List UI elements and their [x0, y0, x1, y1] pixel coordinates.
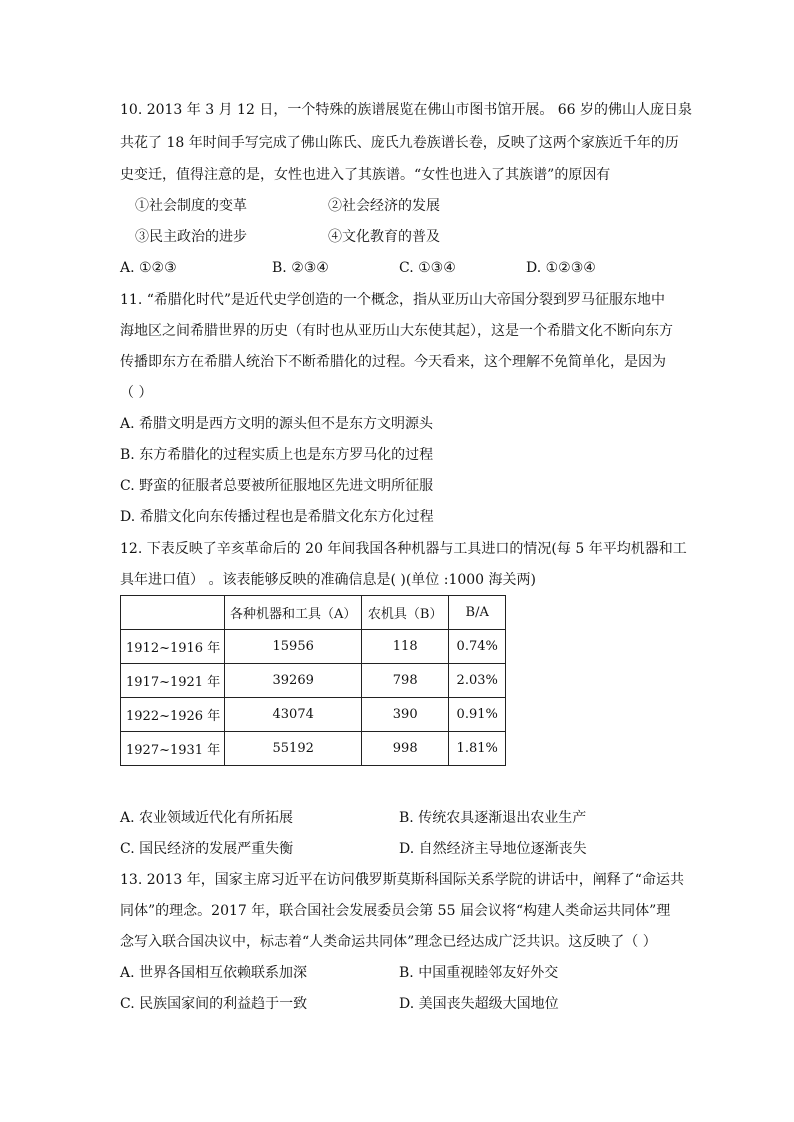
- q11-option-b: B. 东方希腊化的过程实质上也是东方罗马化的过程: [120, 447, 434, 463]
- table-cell: 798: [362, 664, 449, 698]
- q10-line-1: 10. 2013 年 3 月 12 日，一个特殊的族谱展览在佛山市图书馆开展。 66 岁的佛山人庞日泉: [120, 102, 693, 118]
- table-cell: 1912~1916 年: [121, 630, 225, 664]
- import-table: [120, 595, 506, 766]
- table-header-row: [121, 596, 506, 630]
- q10-option-c: C. ①③④: [399, 260, 456, 276]
- table-cell: 390: [362, 698, 449, 732]
- q10-item-2: ②社会经济的发展: [328, 198, 440, 214]
- table-cell: 0.91%: [449, 698, 506, 732]
- table-header-cell: [121, 596, 225, 630]
- q12-option-c: C. 国民经济的发展严重失衡: [120, 841, 294, 857]
- q13-option-b: B. 中国重视睦邻友好外交: [399, 965, 559, 981]
- q13-option-c: C. 民族国家间的利益趋于一致: [120, 996, 308, 1012]
- table-cell: 1922~1926 年: [121, 698, 225, 732]
- table-cell: 15956: [225, 630, 362, 664]
- q10-item-3: ③民主政治的进步: [135, 229, 247, 245]
- table-row: [121, 630, 506, 664]
- table-header-cell: 各种机器和工具（A）: [225, 596, 362, 630]
- q11-line-2: 海地区之间希腊世界的历史（有时也从亚历山大东使其起），这是一个希腊文化不断向东方: [120, 323, 673, 339]
- q11-option-d: D. 希腊文化向东传播过程也是希腊文化东方化过程: [120, 509, 434, 525]
- table-cell: 39269: [225, 664, 362, 698]
- table-cell: 1927~1931 年: [121, 732, 225, 766]
- q13-line-1: 13. 2013 年，国家主席习近平在访问俄罗斯莫斯科国际关系学院的讲话中，阐释了“命运共: [120, 872, 684, 888]
- q12-line-1: 12. 下表反映了辛亥革命后的 20 年间我国各种机器与工具进口的情况(每 5 年平均机器和工: [120, 541, 687, 557]
- table-cell: 2.03%: [449, 664, 506, 698]
- q13-option-d: D. 美国丧失超级大国地位: [399, 996, 559, 1012]
- table-cell: 1917~1921 年: [121, 664, 225, 698]
- q11-line-3: 传播即东方在希腊人统治下不断希腊化的过程。今天看来，这个理解不免简单化，是因为: [120, 354, 666, 370]
- q12-option-a: A. 农业领域近代化有所拓展: [120, 810, 294, 826]
- q13-line-2: 同体”的理念。2017 年，联合国社会发展委员会第 55 届会议将“构建人类命运共同体”理: [120, 903, 671, 919]
- q13-option-a: A. 世界各国相互依赖联系加深: [120, 965, 308, 981]
- table-cell: 55192: [225, 732, 362, 766]
- table-row: [121, 732, 506, 766]
- table-cell: 998: [362, 732, 449, 766]
- q13-line-3: 念写入联合国决议中，标志着“人类命运共同体”理念已经达成广泛共识。这反映了（ ）: [120, 934, 657, 950]
- table-cell: 0.74%: [449, 630, 506, 664]
- q10-option-a: A. ①②③: [120, 260, 177, 276]
- table-cell: 118: [362, 630, 449, 664]
- q11-answer-blank: （ ）: [120, 385, 153, 401]
- q12-option-d: D. 自然经济主导地位逐渐丧失: [399, 841, 587, 857]
- q10-item-1: ①社会制度的变革: [135, 198, 247, 214]
- table-header-cell: 农机具（B）: [362, 596, 449, 630]
- table-header-cell: B/A: [449, 596, 506, 630]
- q10-item-4: ④文化教育的普及: [328, 229, 440, 245]
- table-row: [121, 698, 506, 732]
- q12-option-b: B. 传统农具逐渐退出农业生产: [399, 810, 587, 826]
- q10-option-b: B. ②③④: [272, 260, 329, 276]
- table-cell: 43074: [225, 698, 362, 732]
- q10-line-2: 共花了 18 年时间手写完成了佛山陈氏、庞氏九卷族谱长卷，反映了这两个家族近千年的历: [120, 135, 679, 151]
- q12-line-2: 具年进口值） 。该表能够反映的准确信息是( )(单位 :1000 海关两): [120, 572, 536, 588]
- table-row: [121, 664, 506, 698]
- q10-option-d: D. ①②③④: [526, 260, 596, 276]
- q11-option-c: C. 野蛮的征服者总要被所征服地区先进文明所征服: [120, 478, 434, 494]
- table-cell: 1.81%: [449, 732, 506, 766]
- q10-line-3: 史变迁，值得注意的是，女性也进入了其族谱。“女性也进入了其族谱”的原因有: [120, 167, 611, 183]
- q11-option-a: A. 希腊文明是西方文明的源头但不是东方文明源头: [120, 416, 434, 432]
- q11-line-1: 11. “希腊化时代”是近代史学创造的一个概念，指从亚历山大帝国分裂到罗马征服东地中: [120, 292, 666, 308]
